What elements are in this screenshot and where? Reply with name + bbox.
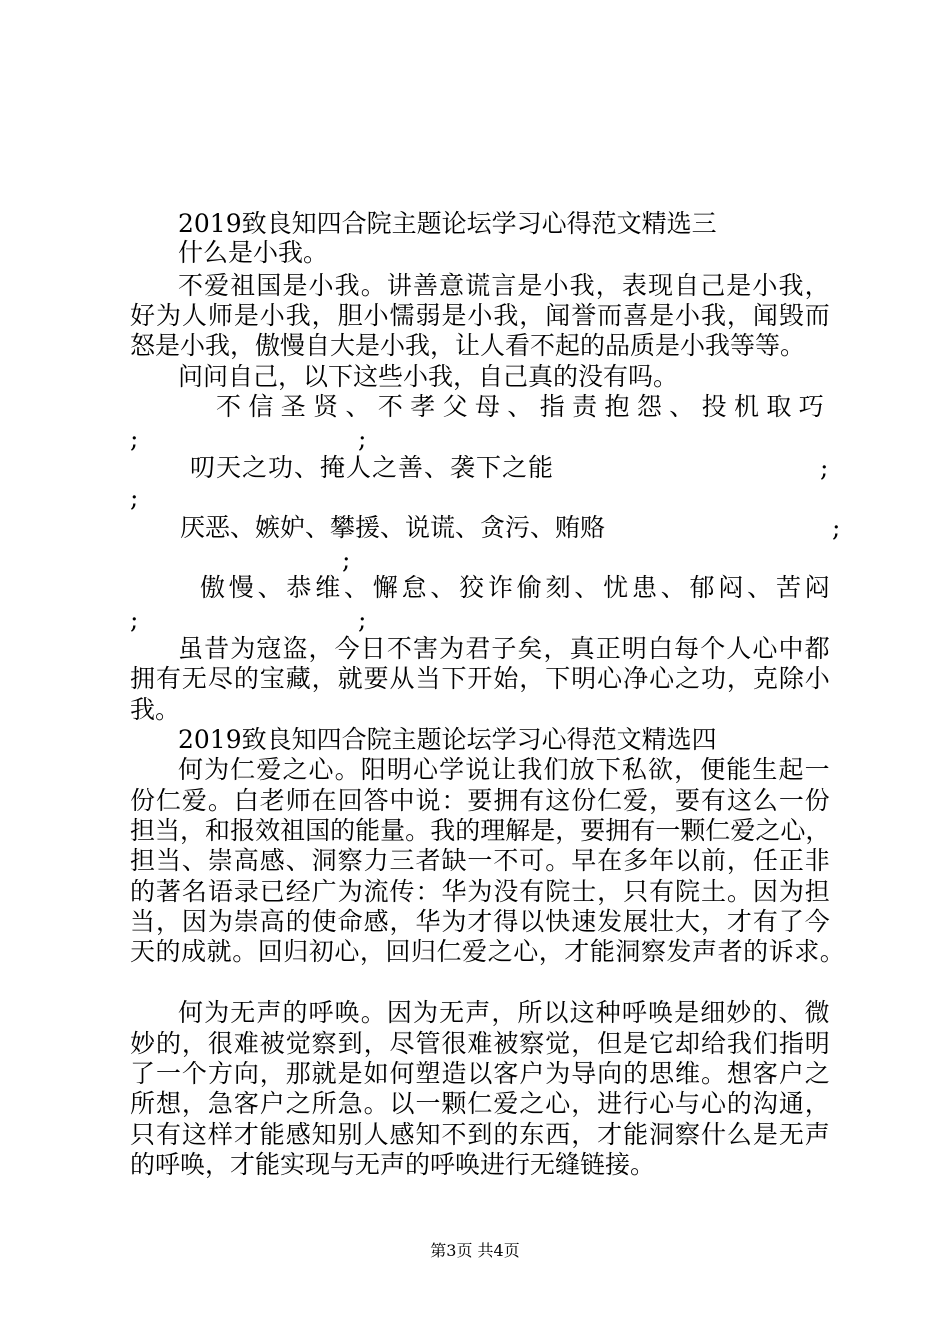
section-title: 2019致良知四合院主题论坛学习心得范文精选四 xyxy=(178,725,717,754)
paragraph-line: 只 有 这 样 才 能 感 知 别 人 感 知 不 到 的 东 西 ， 才 能 洞 察 什 么 是 无 声 xyxy=(130,1120,830,1149)
list-separator: ; xyxy=(130,424,139,453)
paragraph-line: 何 为 仁 爱 之 心 。 阳 明 心 学 说 让 我 们 放 下 私 欲 ， 便 能 生 起 一 xyxy=(178,755,830,784)
paragraph-line: 份 仁 爱 。 白 老 师 在 回 答 中 说 ： 要 拥 有 这 份 仁 爱 ， 要 有 这 么 一 份 xyxy=(130,786,830,815)
paragraph-line: 拥 有 无 尽 的 宝 藏 ， 就 要 从 当 下 开 始 ， 下 明 心 净 心 之 功 ， 克 除 小 xyxy=(130,664,830,693)
list-separator: ; xyxy=(342,545,351,574)
paragraph-line: 何 为 无 声 的 呼 唤 。 因 为 无 声 ， 所 以 这 种 呼 唤 是 细 妙 的 、 微 xyxy=(178,998,830,1027)
list-item: 厌恶、嫉妒、攀援、说谎、贪污、贿赂 xyxy=(180,513,606,542)
list-item: 叨天之功、掩人之善、袭下之能 xyxy=(190,453,555,482)
list-separator: ; xyxy=(358,605,367,634)
list-item: 傲 慢 、 恭 维 、 懈 怠 、 狡 诈 偷 刻 、 忧 患 、 郁 闷 、 苦 闷 xyxy=(200,573,830,602)
paragraph-line: 我。 xyxy=(130,695,181,724)
paragraph-line: 虽 昔 为 寇 盗 ， 今 日 不 害 为 君 子 矣 ， 真 正 明 白 每 个 人 心 中 都 xyxy=(178,634,830,663)
paragraph-line: 当 ， 因 为 崇 高 的 使 命 感 ， 华 为 才 得 以 快 速 发 展 壮 大 ， 才 有 了 今 xyxy=(130,907,830,936)
list-separator: ; xyxy=(820,453,829,482)
paragraph-line: 妙 的 ， 很 难 被 觉 察 到 ， 尽 管 很 难 被 察 觉 ， 但 是 它 却 给 我 们 指 明 xyxy=(130,1029,830,1058)
list-separator: ; xyxy=(358,424,367,453)
list-separator: ; xyxy=(130,483,139,512)
list-separator: ; xyxy=(130,605,139,634)
paragraph-line: 的呼唤，才能实现与无声的呼唤进行无缝链接。 xyxy=(130,1150,656,1179)
paragraph-line: 天 的 成 就 。 回 归 初 心 ， 回 归 仁 爱 之 心 ， 才 能 洞 察 发 声 者 的 诉 求 。 xyxy=(130,937,845,966)
page-footer: 第3页 共4页 xyxy=(430,1241,520,1260)
paragraph-line: 不 爱 祖 国 是 小 我 。 讲 善 意 谎 言 是 小 我 ， 表 现 自 己 是 小 我 ， xyxy=(178,271,830,300)
list-separator: ; xyxy=(832,513,841,542)
paragraph-line: 所 想 ， 急 客 户 之 所 急 。 以 一 颗 仁 爱 之 心 ， 进 行 心 与 心 的 沟 通 ， xyxy=(130,1089,830,1118)
paragraph-line: 什么是小我。 xyxy=(178,238,329,267)
section-title: 2019致良知四合院主题论坛学习心得范文精选三 xyxy=(178,209,717,238)
paragraph-line: 问问自己，以下这些小我，自己真的没有吗。 xyxy=(178,362,679,391)
paragraph-line: 了 一 个 方 向 ， 那 就 是 如 何 塑 造 以 客 户 为 导 向 的 思 维 。 想 客 户 之 xyxy=(130,1059,830,1088)
paragraph-line: 担 当 ， 和 报 效 祖 国 的 能 量 。 我 的 理 解 是 ， 要 拥 有 一 颗 仁 爱 之 心 ， xyxy=(130,816,831,845)
paragraph-line: 怒是小我，傲慢自大是小我，让人看不起的品质是小我等等。 xyxy=(130,331,806,360)
paragraph-line: 担 当 、 崇 高 感 、 洞 察 力 三 者 缺 一 不 可 。 早 在 多 年 以 前 ， 任 正 非 xyxy=(130,846,830,875)
list-item: 不 信 圣 贤 、 不 孝 父 母 、 指 责 抱 怨 、 投 机 取 巧 xyxy=(216,392,830,421)
paragraph-line: 的 著 名 语 录 已 经 广 为 流 传 ： 华 为 没 有 院 士 ， 只 有 院 土 。 因 为 担 xyxy=(130,877,830,906)
paragraph-line: 好 为 人 师 是 小 我 ， 胆 小 懦 弱 是 小 我 ， 闻 誉 而 喜 是 小 我 ， 闻 毁 而 xyxy=(130,301,830,330)
